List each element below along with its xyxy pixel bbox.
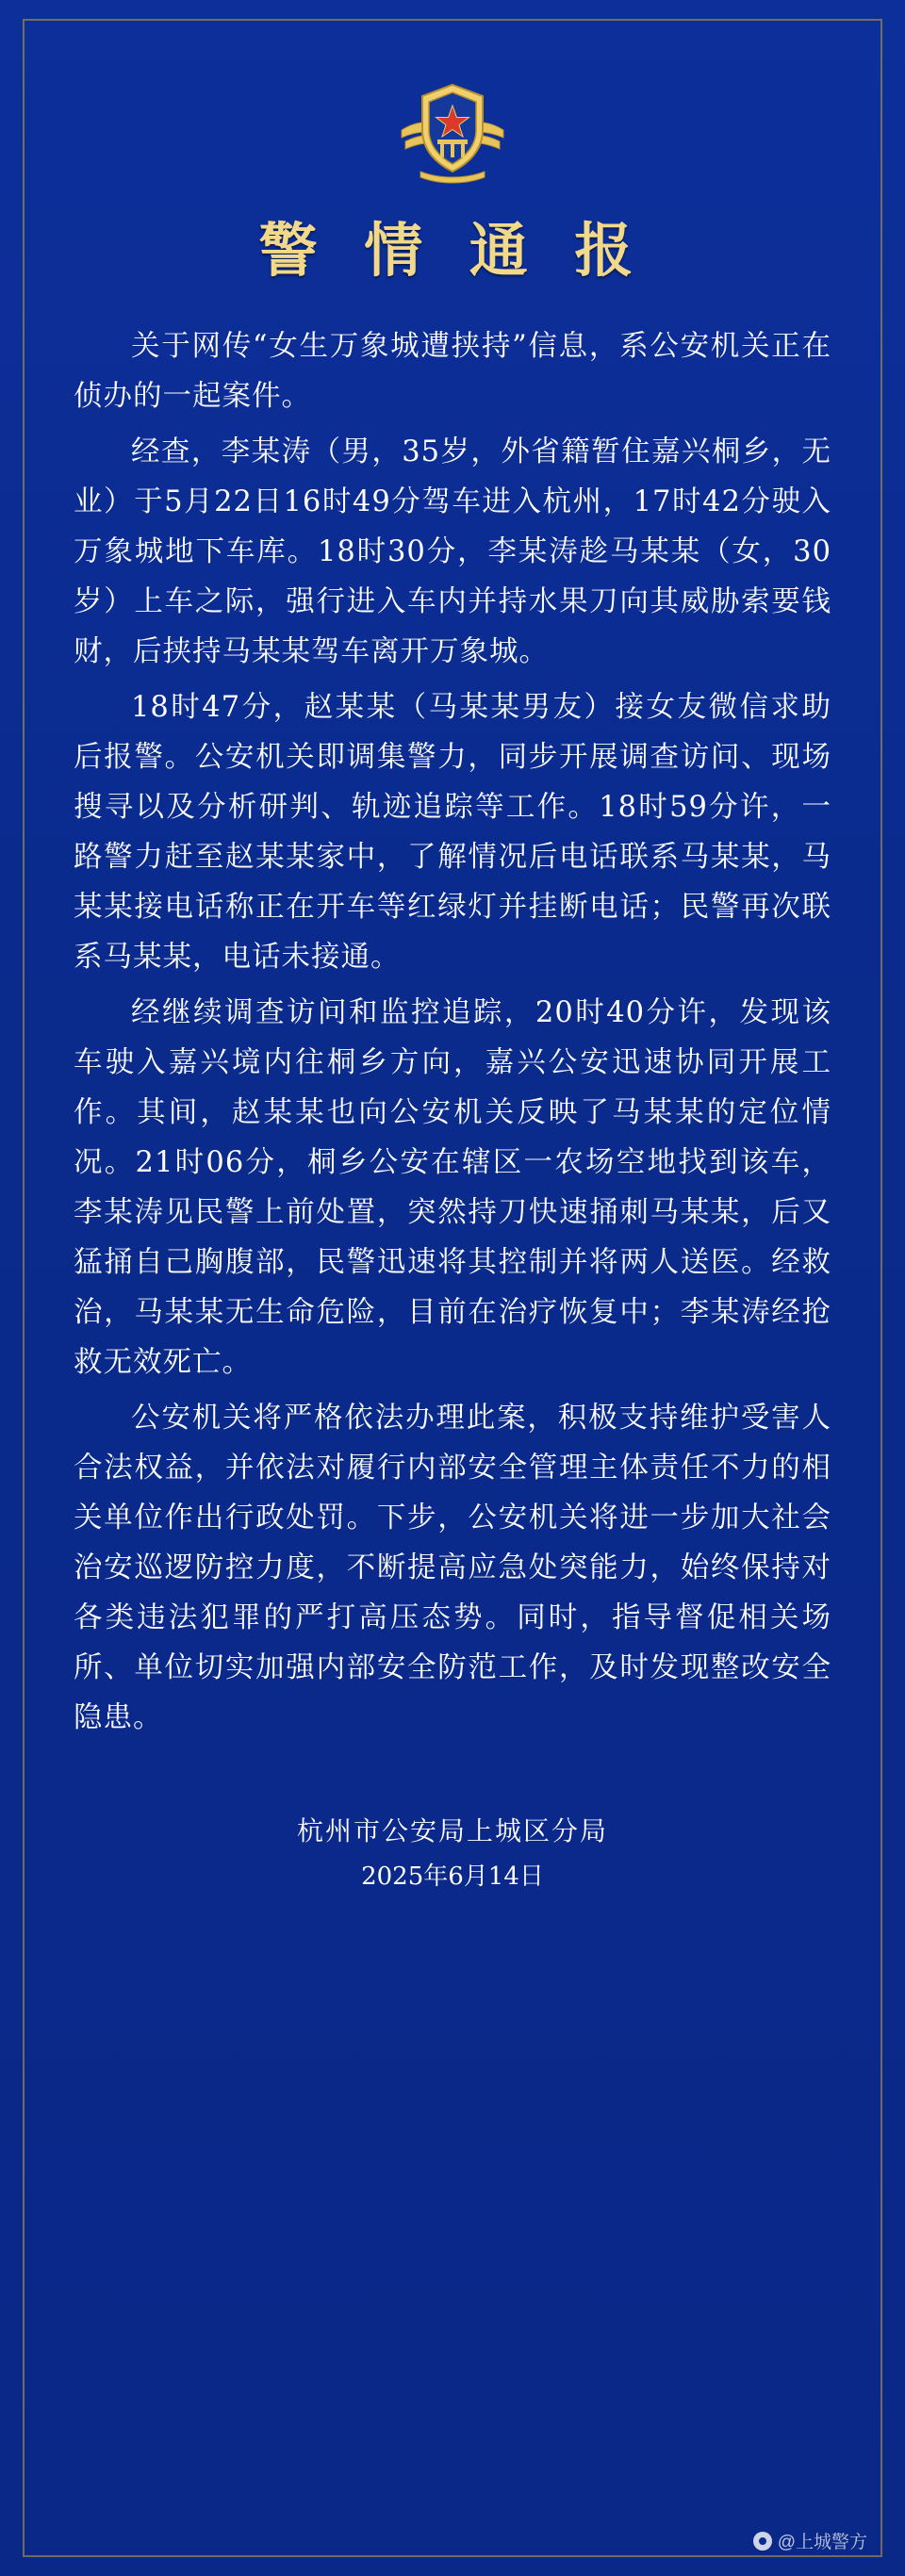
paragraph: 经继续调查访问和监控追踪，20时40分许，发现该车驶入嘉兴境内往桐乡方向，嘉兴公安迅速协同开展工作。其间，赵某某也向公安机关反映了马某某的定位情况。21时06分，桐乡公安在辖区一农场空地找到该车，李某涛见民警上前处置，突然持刀快速捅刺马某某，后又猛捅自己胸腹部，民警迅速将其控制并将两人送医。经救治，马某某无生命危险，目前在治疗恢复中；李某涛经抢救无效死亡。 xyxy=(74,996,831,1379)
issuing-organization: 杭州市公安局上城区分局 xyxy=(296,1815,608,1846)
watermark-text: @上城警方 xyxy=(777,2533,867,2552)
watermark xyxy=(753,2528,867,2553)
paragraph: 公安机关将严格依法办理此案，积极支持维护受害人合法权益，并依法对履行内部安全管理主体责任不力的相关单位作出行政处罚。下步，公安机关将进一步加大社会治安巡逻防控力度，不断提高应急处突能力，始终保持对各类违法犯罪的严打高压态势。同时，指导督促相关场所、单位切实加强内部安全防范工作，及时发现整改安全隐患。 xyxy=(74,1402,831,1734)
paragraph: 18时47分，赵某某（马某某男友）接女友微信求助后报警。公安机关即调集警力，同步开展调查访问、现场搜寻以及分析研判、轨迹追踪等工作。18时59分许，一路警力赶至赵某某家中，了解情况后电话联系马某某，马某某接电话称正在开车等红绿灯并挂断电话；民警再次联系马某某，电话未接通。 xyxy=(74,691,831,974)
signature-block xyxy=(74,1809,831,1899)
notice-body xyxy=(74,321,831,1743)
paragraph: 经查，李某涛（男，35岁，外省籍暂住嘉兴桐乡，无业）于5月22日16时49分驾车进入杭州，17时42分驶入万象城地下车库。18时30分，李某涛趁马某某（女，30岁）上车之际，强行进入车内并持水果刀向其威胁索要钱财，后挟持马某某驾车离开万象城。 xyxy=(74,435,831,668)
paragraph: 关于网传“女生万象城遭挟持”信息，系公安机关正在侦办的一起案件。 xyxy=(74,330,831,413)
issue-date: 2025年6月14日 xyxy=(361,1862,544,1891)
weibo-icon xyxy=(753,2532,772,2551)
page-title: 警 情 通 报 xyxy=(258,216,647,285)
emblem-container xyxy=(74,72,831,189)
police-emblem-icon xyxy=(392,72,513,189)
